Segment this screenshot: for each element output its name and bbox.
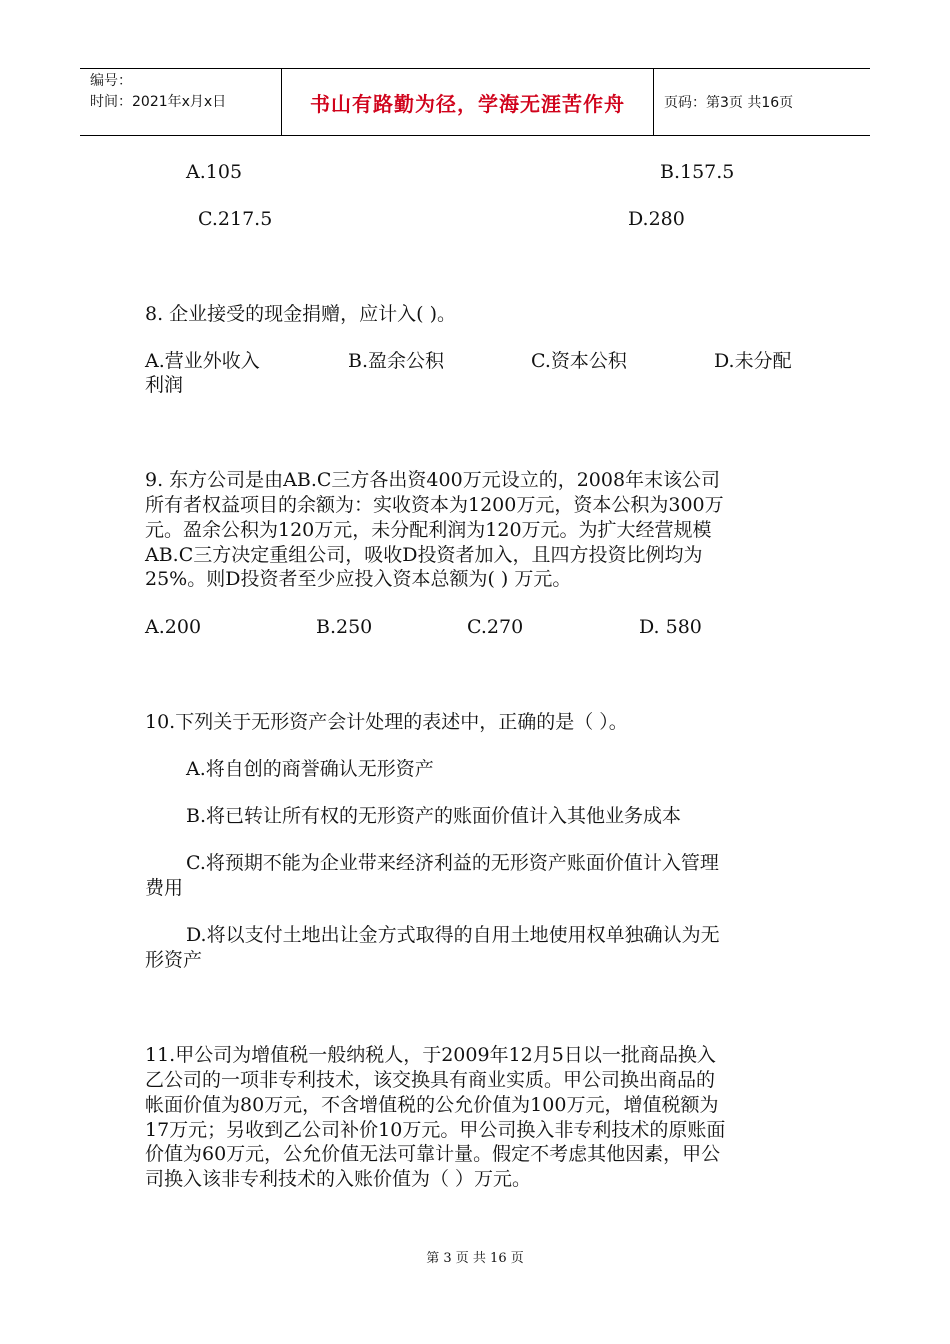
q11-line: 11.甲公司为增值税一般纳税人，于2009年12月5日以一批商品换入 [145, 1044, 716, 1066]
header-motto: 书山有路勤为径，学海无涯苦作舟 [282, 69, 654, 135]
q11-line: 司换入该非专利技术的入账价值为（ ）万元。 [145, 1168, 532, 1190]
q9-line: 9. 东方公司是由AB.C三方各出资400万元设立的，2008年末该公司 [145, 469, 721, 491]
q11-line: 17万元；另收到乙公司补价10万元。甲公司换入非专利技术的原账面 [145, 1119, 726, 1141]
q8-option-c: C.资本公积 [531, 350, 627, 372]
header-meta [80, 69, 282, 135]
q11-line: 帐面价值为80万元，不含增值税的公允价值为100万元，增值税额为 [145, 1094, 719, 1116]
q9-option-d: D. 580 [639, 616, 702, 638]
q9-option-a: A.200 [145, 616, 202, 638]
q8-option-a: A.营业外收入 [145, 350, 260, 372]
q11-line: 价值为60万元，公允价值无法可靠计量。假定不考虑其他因素，甲公 [145, 1143, 721, 1165]
date-label: 时间：2021年x月x日 [90, 94, 227, 110]
q8-option-b: B.盈余公积 [348, 350, 445, 372]
q8-option-d-cont: 利润 [145, 374, 184, 396]
q9-option-b: B.250 [316, 616, 373, 638]
q7-option-d: D.280 [628, 208, 685, 230]
q7-option-b: B.157.5 [660, 161, 735, 183]
q10-option-d: D.将以支付土地出让金方式取得的自用土地使用权单独确认为无 [186, 924, 720, 946]
q10-option-b: B.将已转让所有权的无形资产的账面价值计入其他业务成本 [186, 805, 682, 827]
q8-option-d: D.未分配 [714, 350, 792, 372]
q9-line: 所有者权益项目的余额为：实收资本为1200万元，资本公积为300万 [145, 494, 724, 516]
q8-stem: 8. 企业接受的现金捐赠，应计入( )。 [145, 303, 457, 325]
page-footer: 第 3 页 共 16 页 [426, 1251, 524, 1266]
q10-stem: 10.下列关于无形资产会计处理的表述中，正确的是（ ）。 [145, 711, 628, 733]
q9-line: AB.C三方决定重组公司，吸收D投资者加入，且四方投资比例均为 [145, 544, 703, 566]
q10-option-a: A.将自创的商誉确认无形资产 [186, 758, 434, 780]
q7-option-c: C.217.5 [198, 208, 273, 230]
q9-line: 25%。则D投资者至少应投入资本总额为( ) 万元。 [145, 568, 572, 590]
q10-option-c: C.将预期不能为企业带来经济利益的无形资产账面价值计入管理 [186, 852, 719, 874]
q11-line: 乙公司的一项非专利技术，该交换具有商业实质。甲公司换出商品的 [145, 1069, 716, 1091]
q9-line: 元。盈余公积为120万元，未分配利润为120万元。为扩大经营规模 [145, 519, 712, 541]
q9-option-c: C.270 [467, 616, 524, 638]
serial-label: 编号： [90, 73, 132, 89]
header-page-info: 页码：第3页 共16页 [664, 95, 794, 111]
page-header [80, 68, 870, 136]
q10-option-c-cont: 费用 [145, 877, 184, 899]
q10-option-d-cont: 形资产 [145, 949, 203, 971]
q7-option-a: A.105 [186, 161, 243, 183]
